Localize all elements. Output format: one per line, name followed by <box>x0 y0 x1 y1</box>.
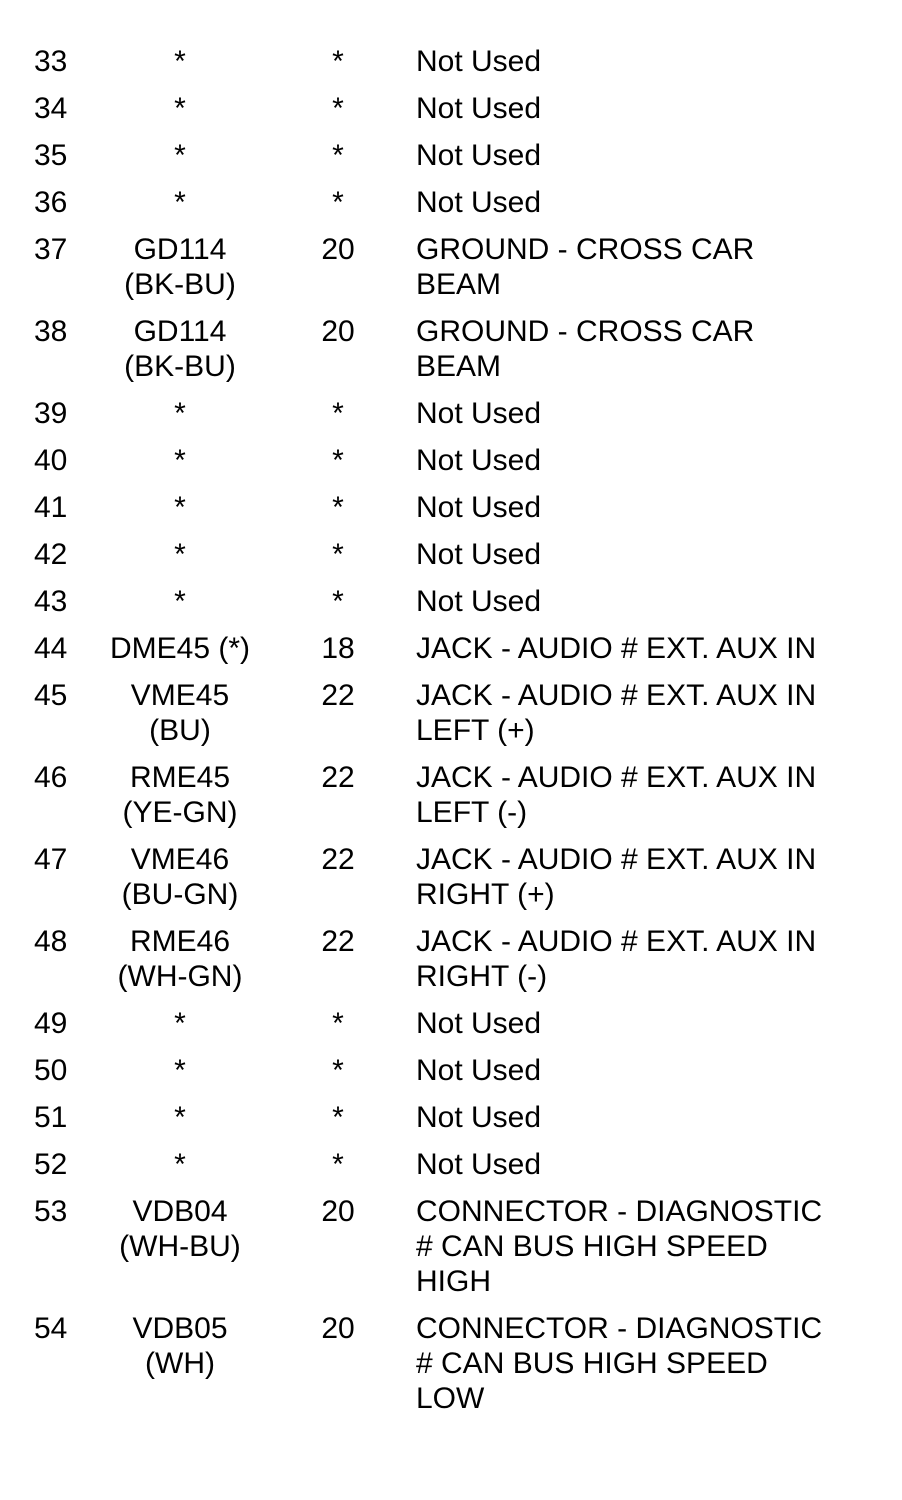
pin-table <box>0 44 902 1428</box>
wire-gauge: 22 <box>321 843 355 876</box>
wire-gauge: * <box>332 1101 344 1134</box>
wire-gauge: 20 <box>321 233 355 266</box>
wire-gauge: * <box>332 139 344 172</box>
pin-number: 43 <box>34 585 68 618</box>
circuit-code: RME45 (YE-GN) <box>122 761 238 829</box>
pin-function: JACK - AUDIO # EXT. AUX IN RIGHT (+) <box>416 843 817 911</box>
circuit-code: * <box>174 1054 186 1087</box>
wire-gauge: 20 <box>321 1312 355 1345</box>
pin-number: 36 <box>34 186 68 219</box>
pin-function: Not Used <box>416 397 542 430</box>
pin-function: Not Used <box>416 1007 542 1040</box>
pin-function: CONNECTOR - DIAGNOSTIC # CAN BUS HIGH SPEED HIGH <box>416 1195 823 1298</box>
wire-gauge: 20 <box>321 315 355 348</box>
wire-gauge: * <box>332 45 344 78</box>
pin-number: 49 <box>34 1007 68 1040</box>
table-row <box>0 1194 902 1311</box>
table-row <box>0 44 902 91</box>
wire-gauge: * <box>332 1054 344 1087</box>
circuit-code: * <box>174 1101 186 1134</box>
table-row <box>0 1147 902 1194</box>
pin-function: Not Used <box>416 1101 542 1134</box>
circuit-code: * <box>174 1007 186 1040</box>
table-row <box>0 584 902 631</box>
circuit-code: * <box>174 92 186 125</box>
table-row <box>0 185 902 232</box>
pin-function: Not Used <box>416 585 542 618</box>
pin-number: 40 <box>34 444 68 477</box>
wire-gauge: * <box>332 397 344 430</box>
pin-function: GROUND - CROSS CAR BEAM <box>416 315 755 383</box>
table-row <box>0 924 902 1006</box>
circuit-code: * <box>174 444 186 477</box>
pin-function: JACK - AUDIO # EXT. AUX IN LEFT (+) <box>416 679 817 747</box>
pin-number: 53 <box>34 1195 68 1228</box>
circuit-code: * <box>174 585 186 618</box>
pin-number: 47 <box>34 843 68 876</box>
table-row <box>0 678 902 760</box>
table-row <box>0 490 902 537</box>
pin-number: 51 <box>34 1101 68 1134</box>
pin-function: Not Used <box>416 1148 542 1181</box>
table-row <box>0 443 902 490</box>
wire-gauge: 22 <box>321 761 355 794</box>
table-row <box>0 396 902 443</box>
pin-function: Not Used <box>416 139 542 172</box>
circuit-code: * <box>174 491 186 524</box>
wire-gauge: 20 <box>321 1195 355 1228</box>
circuit-code: * <box>174 397 186 430</box>
pin-number: 45 <box>34 679 68 712</box>
pin-function: Not Used <box>416 186 542 219</box>
circuit-code: VME46 (BU-GN) <box>121 843 239 911</box>
circuit-code: * <box>174 1148 186 1181</box>
circuit-code: GD114 (BK-BU) <box>124 315 236 383</box>
pin-number: 41 <box>34 491 68 524</box>
wire-gauge: * <box>332 491 344 524</box>
pin-number: 39 <box>34 397 68 430</box>
table-row <box>0 760 902 842</box>
table-row <box>0 232 902 314</box>
wire-gauge: * <box>332 1007 344 1040</box>
table-row <box>0 1053 902 1100</box>
table-row <box>0 537 902 584</box>
pin-function: CONNECTOR - DIAGNOSTIC # CAN BUS HIGH SPEED LOW <box>416 1312 823 1415</box>
circuit-code: * <box>174 139 186 172</box>
circuit-code: VDB04 (WH-BU) <box>119 1195 241 1263</box>
wire-gauge: 18 <box>321 632 355 665</box>
wire-gauge: 22 <box>321 925 355 958</box>
pin-number: 52 <box>34 1148 68 1181</box>
circuit-code: * <box>174 45 186 78</box>
pin-function: Not Used <box>416 491 542 524</box>
circuit-code: DME45 (*) <box>109 632 251 665</box>
pin-function: JACK - AUDIO # EXT. AUX IN LEFT (-) <box>416 761 817 829</box>
pin-number: 33 <box>34 45 68 78</box>
table-row <box>0 631 902 678</box>
circuit-code: VME45 (BU) <box>130 679 230 747</box>
wire-gauge: * <box>332 538 344 571</box>
pin-number: 54 <box>34 1312 68 1345</box>
pin-function: Not Used <box>416 92 542 125</box>
wire-gauge: * <box>332 92 344 125</box>
wire-gauge: * <box>332 1148 344 1181</box>
pin-function: Not Used <box>416 1054 542 1087</box>
wire-gauge: * <box>332 186 344 219</box>
pin-number: 35 <box>34 139 68 172</box>
wire-gauge: * <box>332 585 344 618</box>
table-row <box>0 1311 902 1428</box>
pin-function: JACK - AUDIO # EXT. AUX IN <box>416 632 817 665</box>
table-row <box>0 1100 902 1147</box>
pin-function: Not Used <box>416 538 542 571</box>
pin-number: 50 <box>34 1054 68 1087</box>
table-row <box>0 842 902 924</box>
circuit-code: GD114 (BK-BU) <box>124 233 236 301</box>
pin-number: 37 <box>34 233 68 266</box>
table-row <box>0 91 902 138</box>
pin-number: 34 <box>34 92 68 125</box>
pin-number: 46 <box>34 761 68 794</box>
wire-gauge: 22 <box>321 679 355 712</box>
table-row <box>0 314 902 396</box>
pin-function: Not Used <box>416 444 542 477</box>
table-row <box>0 1006 902 1053</box>
table-row <box>0 138 902 185</box>
circuit-code: RME46 (WH-GN) <box>117 925 243 993</box>
circuit-code: * <box>174 538 186 571</box>
pin-function: GROUND - CROSS CAR BEAM <box>416 233 755 301</box>
pin-number: 42 <box>34 538 68 571</box>
circuit-code: VDB05 (WH) <box>132 1312 228 1380</box>
wire-gauge: * <box>332 444 344 477</box>
pin-number: 44 <box>34 632 68 665</box>
pin-function: Not Used <box>416 45 542 78</box>
circuit-code: * <box>174 186 186 219</box>
pin-number: 38 <box>34 315 68 348</box>
pin-function: JACK - AUDIO # EXT. AUX IN RIGHT (-) <box>416 925 817 993</box>
pin-number: 48 <box>34 925 68 958</box>
